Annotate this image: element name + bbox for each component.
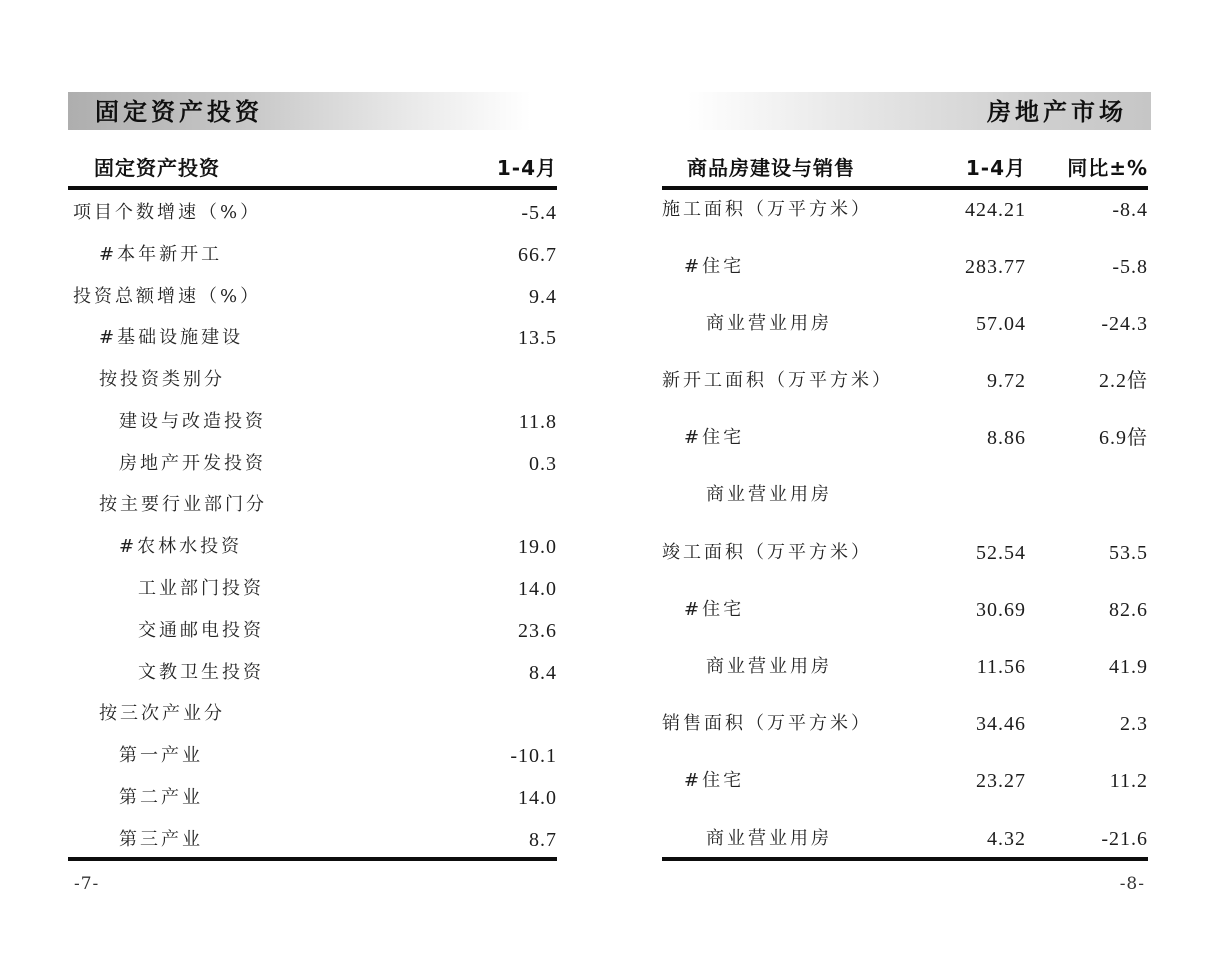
row-label: 第二产业 bbox=[119, 786, 203, 808]
table-row bbox=[662, 766, 1148, 796]
row-label: 按投资类别分 bbox=[99, 369, 225, 391]
row-label: 工业部门投资 bbox=[138, 577, 264, 599]
row-value-yoy: 53.5 bbox=[1109, 541, 1148, 564]
row-value-yoy: -8.4 bbox=[1112, 198, 1148, 221]
row-label: 施工面积（万平方米） bbox=[662, 198, 872, 220]
table-header-row bbox=[68, 153, 557, 184]
table-row bbox=[662, 423, 1148, 453]
row-value: -10.1 bbox=[510, 745, 557, 767]
row-value: -5.4 bbox=[521, 202, 557, 224]
column-header-period: 1-4月 bbox=[965, 156, 1026, 180]
row-value-period: 283.77 bbox=[965, 255, 1026, 278]
row-label: 交通邮电投资 bbox=[138, 619, 264, 641]
row-label: 商业营业用房 bbox=[706, 312, 832, 334]
table-row bbox=[68, 198, 557, 228]
fixed-asset-investment-table bbox=[68, 150, 557, 865]
row-value bbox=[465, 490, 557, 520]
row-value-period: 57.04 bbox=[976, 312, 1026, 335]
row-value-yoy bbox=[1026, 480, 1148, 510]
table-row bbox=[662, 309, 1148, 339]
table-row bbox=[68, 658, 557, 688]
table-row bbox=[662, 195, 1148, 225]
row-label: 竣工面积（万平方米） bbox=[662, 541, 872, 563]
column-header-indicator: 商品房建设与销售 bbox=[687, 156, 855, 180]
row-value-period: 8.86 bbox=[987, 427, 1026, 450]
row-value-period: 23.27 bbox=[976, 770, 1026, 793]
column-header-indicator: 固定资产投资 bbox=[94, 156, 220, 180]
table-row bbox=[662, 595, 1148, 625]
header-rule bbox=[662, 186, 1148, 190]
row-value-yoy: 2.2倍 bbox=[1099, 370, 1148, 392]
row-label: #住宅 bbox=[684, 770, 745, 792]
section-band-fixed-asset-investment bbox=[68, 92, 555, 130]
row-value-period: 4.32 bbox=[987, 827, 1026, 850]
row-value: 0.3 bbox=[529, 452, 557, 475]
row-label: #农林水投资 bbox=[119, 536, 243, 558]
row-label: 第三产业 bbox=[119, 828, 203, 850]
table-row bbox=[68, 490, 557, 520]
row-value: 9.4 bbox=[529, 285, 557, 308]
table-row bbox=[662, 652, 1148, 682]
bottom-rule bbox=[662, 857, 1148, 861]
row-value-yoy: -5.8 bbox=[1112, 255, 1148, 278]
row-label: 项目个数增速（%） bbox=[73, 202, 262, 223]
row-label: #基础设施建设 bbox=[99, 327, 244, 349]
page-number-left: -7- bbox=[74, 874, 100, 894]
table-row bbox=[68, 825, 557, 855]
row-value-yoy: 82.6 bbox=[1109, 598, 1148, 621]
table-row bbox=[68, 365, 557, 395]
row-value-period: 52.54 bbox=[976, 541, 1026, 564]
section-title-fixed-asset-investment: 固定资产投资 bbox=[95, 98, 263, 126]
commercial-housing-table bbox=[662, 150, 1148, 865]
table-row bbox=[68, 532, 557, 562]
page-number-right: -8- bbox=[1119, 874, 1145, 894]
row-label: 按三次产业分 bbox=[99, 703, 225, 725]
column-header-yoy: 同比±% bbox=[1067, 156, 1148, 180]
row-label: #住宅 bbox=[684, 255, 745, 277]
table-row bbox=[68, 449, 557, 479]
row-value: 11.8 bbox=[518, 410, 557, 433]
table-row bbox=[68, 783, 557, 813]
row-label: 第一产业 bbox=[119, 745, 203, 766]
row-value: 23.6 bbox=[518, 619, 557, 642]
row-value-period bbox=[914, 480, 1026, 510]
row-label: 商业营业用房 bbox=[706, 827, 832, 849]
row-value-yoy: -21.6 bbox=[1101, 827, 1148, 850]
row-value: 66.7 bbox=[518, 243, 557, 266]
table-row bbox=[662, 538, 1148, 568]
table-row bbox=[68, 407, 557, 437]
row-value-period: 11.56 bbox=[976, 655, 1026, 678]
row-label: 新开工面积（万平方米） bbox=[662, 370, 893, 391]
row-value: 8.7 bbox=[529, 828, 557, 851]
row-label: 商业营业用房 bbox=[706, 655, 832, 677]
row-value-period: 424.21 bbox=[965, 198, 1026, 221]
section-title-real-estate-market: 房地产市场 bbox=[987, 98, 1127, 126]
row-value: 14.0 bbox=[518, 786, 557, 809]
row-value: 8.4 bbox=[529, 661, 557, 684]
table-row bbox=[68, 282, 557, 312]
row-label: 销售面积（万平方米） bbox=[662, 713, 872, 735]
header-rule bbox=[68, 186, 557, 190]
row-value bbox=[465, 699, 557, 729]
row-value-yoy: 41.9 bbox=[1109, 655, 1148, 678]
row-label: 商业营业用房 bbox=[706, 484, 832, 506]
row-value: 13.5 bbox=[518, 327, 557, 350]
row-value: 14.0 bbox=[518, 577, 557, 600]
column-header-period: 1-4月 bbox=[496, 156, 557, 180]
row-label: 投资总额增速（%） bbox=[73, 285, 262, 307]
row-value-yoy: 2.3 bbox=[1120, 713, 1148, 736]
row-value-yoy: 11.2 bbox=[1109, 770, 1148, 793]
row-label: 按主要行业部门分 bbox=[99, 494, 267, 516]
bottom-rule bbox=[68, 857, 557, 861]
table-row bbox=[68, 323, 557, 353]
section-band-real-estate-market bbox=[663, 92, 1151, 130]
table-row bbox=[662, 366, 1148, 396]
row-value bbox=[465, 365, 557, 395]
row-value-yoy: -24.3 bbox=[1101, 312, 1148, 335]
table-row bbox=[68, 616, 557, 646]
row-value-period: 30.69 bbox=[976, 598, 1026, 621]
table-row bbox=[68, 240, 557, 270]
row-label: 建设与改造投资 bbox=[119, 410, 266, 432]
row-label: #住宅 bbox=[684, 427, 745, 449]
row-label: 文教卫生投资 bbox=[138, 661, 264, 683]
table-row bbox=[662, 824, 1148, 854]
table-header-row bbox=[662, 153, 1148, 184]
row-value-period: 34.46 bbox=[976, 713, 1026, 736]
row-value-period: 9.72 bbox=[987, 370, 1026, 392]
row-label: 房地产开发投资 bbox=[119, 452, 266, 474]
table-row bbox=[662, 480, 1148, 510]
table-row bbox=[68, 741, 557, 771]
row-label: #住宅 bbox=[684, 598, 745, 620]
table-row bbox=[662, 709, 1148, 739]
row-value: 19.0 bbox=[518, 536, 557, 559]
table-row bbox=[662, 252, 1148, 282]
table-row bbox=[68, 574, 557, 604]
row-value-yoy: 6.9倍 bbox=[1099, 427, 1148, 450]
row-label: #本年新开工 bbox=[99, 243, 223, 265]
table-row bbox=[68, 699, 557, 729]
